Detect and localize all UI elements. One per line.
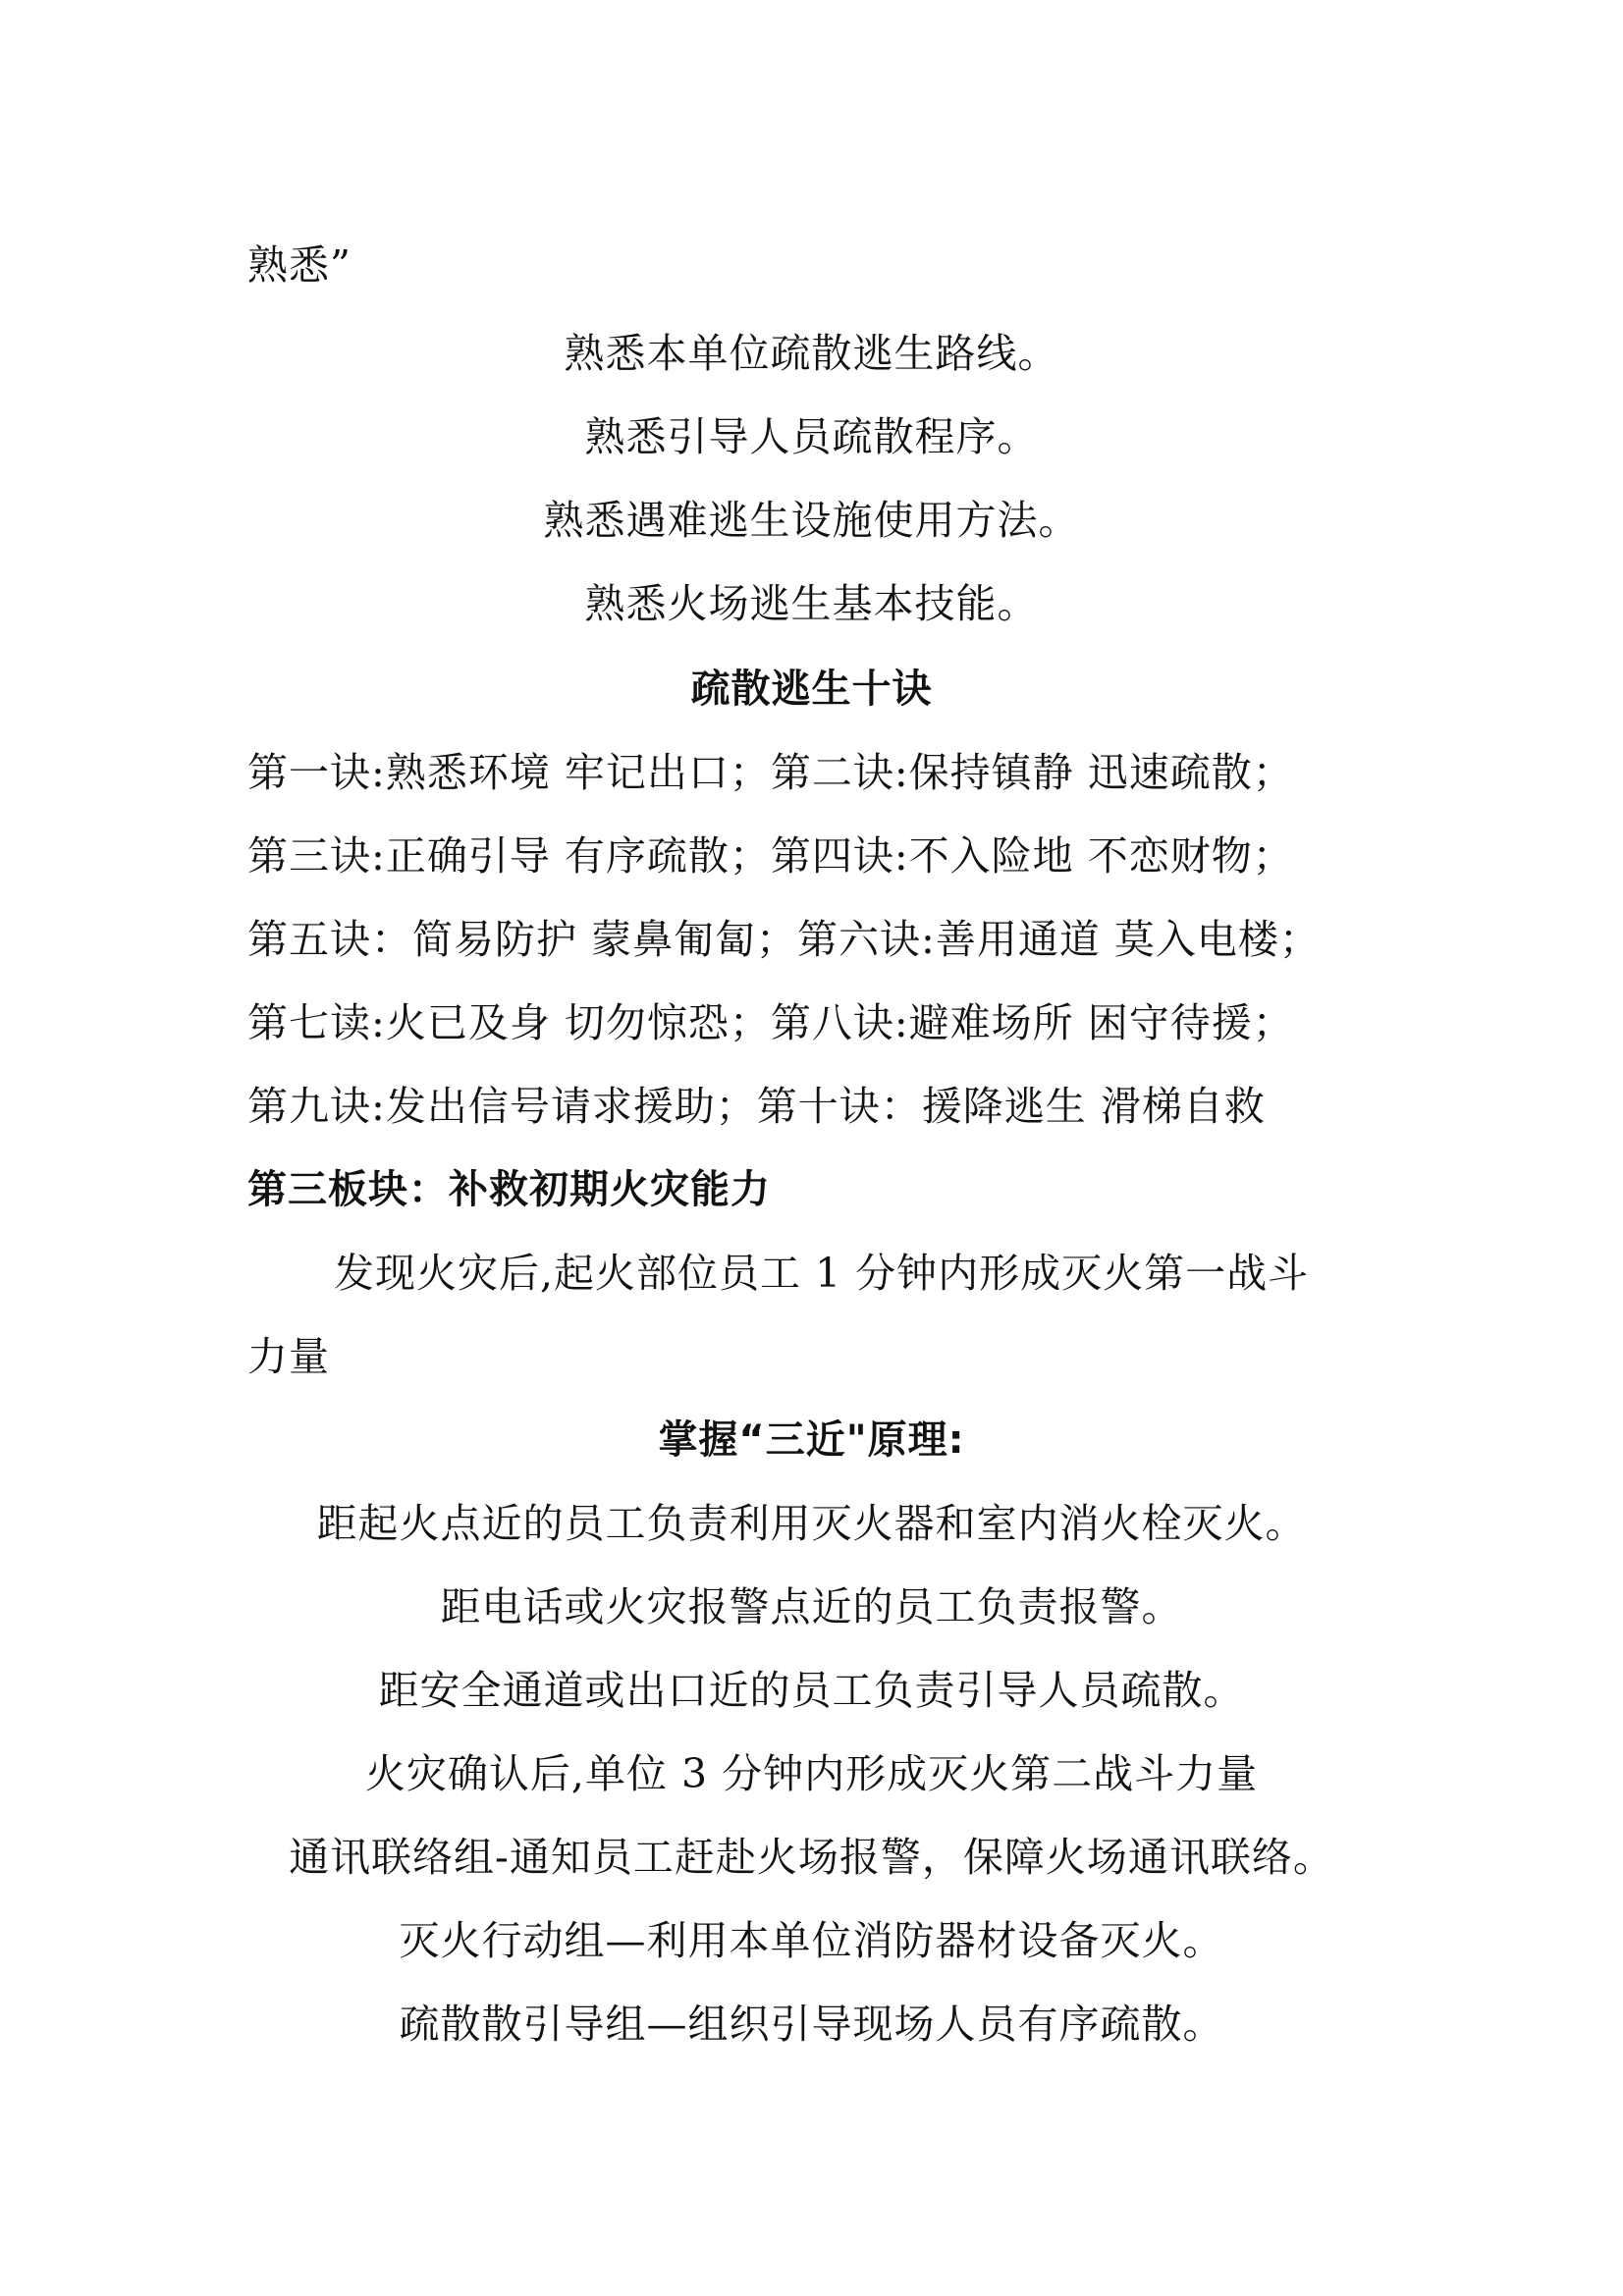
section-heading-three-near: 掌握“三近"原理: <box>658 1417 965 1463</box>
familiar-escape-skills: 熟悉火场逃生基本技能。 <box>584 580 1039 627</box>
familiar-guide-procedure: 熟悉引导人员疏散程序。 <box>584 413 1039 460</box>
tips-line-2: 第三诀:正确引导 有序疏散；第四诀:不入险地 不恋财物； <box>247 832 1294 880</box>
first-force-paragraph-cont: 力量 <box>247 1333 330 1380</box>
evacuation-group-line: 疏散散引导组—组织引导现场人员有序疏散。 <box>399 2001 1224 2048</box>
communication-group-line: 通讯联络组-通知员工赶赴火场报警，保障火场通讯联络。 <box>289 1834 1334 1881</box>
near-exit-line: 距安全通道或出口近的员工负责引导人员疏散。 <box>378 1667 1245 1714</box>
first-force-paragraph: 发现火灾后,起火部位员工 1 分钟内形成灭火第一战斗 <box>334 1250 1310 1297</box>
familiar-evacuation-route: 熟悉本单位疏散逃生路线。 <box>564 330 1059 377</box>
tips-line-5: 第九诀:发出信号请求援助；第十诀：援降逃生 滑梯自救 <box>247 1083 1266 1130</box>
tips-line-1: 第一诀:熟悉环境 牢记出口；第二诀:保持镇静 迅速疏散； <box>247 749 1294 796</box>
tips-line-4: 第七读:火已及身 切勿惊恐；第八诀:避难场所 困守待援； <box>247 999 1294 1046</box>
second-force-line: 火灾确认后,单位 3 分钟内形成灭火第二战斗力量 <box>364 1750 1259 1797</box>
section-heading-ten-tips: 疏散逃生十诀 <box>690 667 933 712</box>
continuation-line: 熟悉” <box>247 241 352 289</box>
near-phone-alarm-line: 距电话或火灾报警点近的员工负责报警。 <box>440 1583 1183 1630</box>
near-fire-point-line: 距起火点近的员工负责利用灭火器和室内消火栓灭火。 <box>316 1500 1307 1547</box>
tips-line-3: 第五诀：简易防护 蒙鼻匍匐；第六诀:善用通道 莫入电楼； <box>247 916 1321 963</box>
section-heading-block-three: 第三板块：补救初期火灾能力 <box>247 1167 771 1212</box>
familiar-escape-facilities: 熟悉遇难逃生设施使用方法。 <box>543 497 1080 544</box>
firefighting-group-line: 灭火行动组—利用本单位消防器材设备灭火。 <box>399 1917 1224 1964</box>
